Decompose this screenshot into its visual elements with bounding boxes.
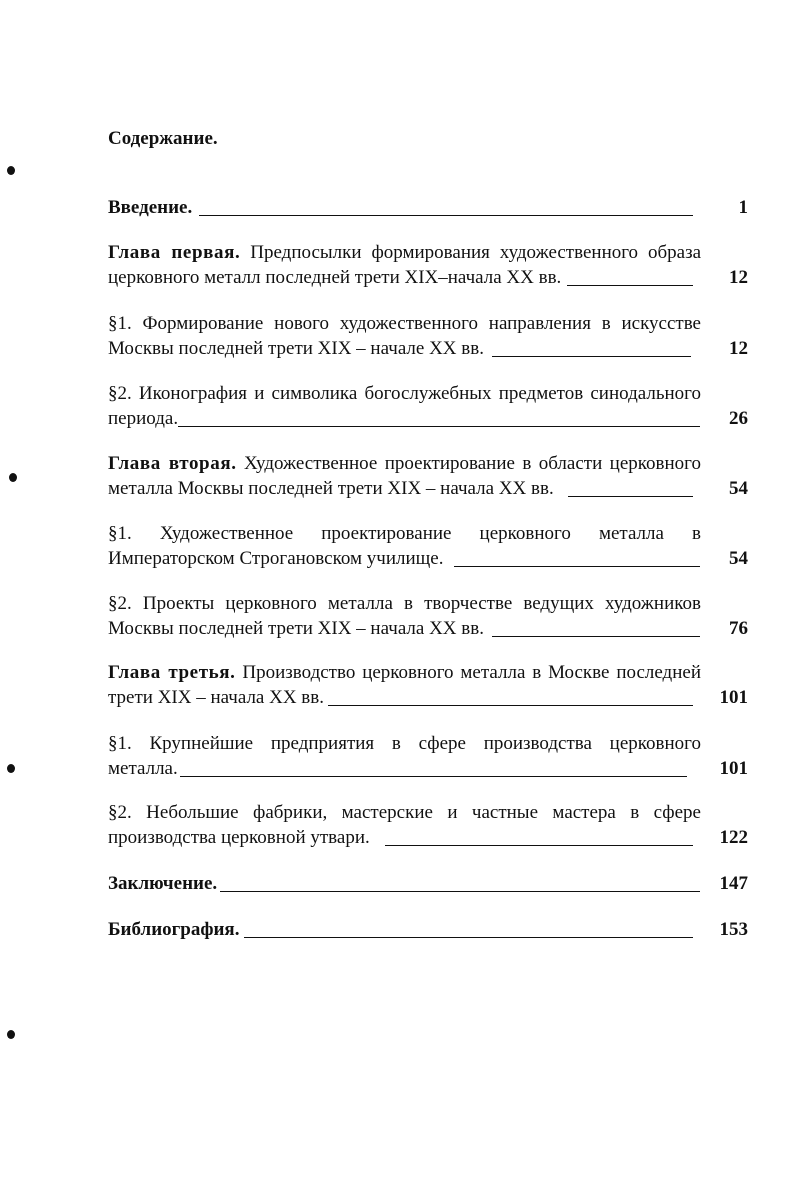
entry-label: Глава первая. <box>108 242 241 263</box>
entry-line-1: Производство церковного металла в Москве последней <box>235 662 701 683</box>
entry-label: Глава вторая. <box>108 453 237 474</box>
page-number: 101 <box>719 758 748 779</box>
toc-entry-ch3-section-2 <box>108 802 748 849</box>
toc-entry-ch1-section-1 <box>108 313 748 360</box>
page-number: 12 <box>729 267 748 288</box>
binder-dot <box>7 764 15 773</box>
leader-line <box>492 636 700 637</box>
entry-line-1: §2. Проекты церковного металла в творчестве ведущих художников <box>108 593 701 614</box>
entry-line-1: §1. Формирование нового художественного направления в искусстве <box>108 313 701 334</box>
entry-label: Введение. <box>108 197 193 218</box>
leader-line <box>199 215 693 216</box>
entry-line-1: Предпосылки формирования художественного образа <box>240 242 702 263</box>
entry-line-1: §1. Художественное проектирование церковного металла в <box>108 523 701 544</box>
leader-line <box>178 426 700 427</box>
page-number: 54 <box>729 548 748 569</box>
binder-dot <box>9 473 17 482</box>
toc-entry-introduction <box>108 197 748 219</box>
leader-line <box>568 496 693 497</box>
leader-line <box>244 937 693 938</box>
entry-line-2: церковного металл последней трети XIX–начала XX вв. <box>108 267 562 288</box>
leader-line <box>567 285 693 286</box>
leader-line <box>385 845 693 846</box>
entry-line-1: §2. Небольшие фабрики, мастерские и частные мастера в сфере <box>108 802 701 823</box>
entry-line-1: Художественное проектирование в области церковного <box>236 453 701 474</box>
entry-label: Заключение. <box>108 873 218 894</box>
toc-entry-chapter-3 <box>108 662 748 709</box>
leader-line <box>220 891 700 892</box>
page-number: 26 <box>729 408 748 429</box>
entry-label: Глава третья. <box>108 662 236 683</box>
leader-line <box>180 776 687 777</box>
binder-dot <box>7 166 15 175</box>
toc-entry-bibliography <box>108 919 748 941</box>
toc-entry-chapter-2 <box>108 453 748 500</box>
page-number: 147 <box>719 873 748 894</box>
leader-line <box>492 356 691 357</box>
entry-line-2: металла. <box>108 758 178 779</box>
page-number: 54 <box>729 478 748 499</box>
page-number: 122 <box>719 827 748 848</box>
entry-line-2: Императорском Строгановском училище. <box>108 548 444 569</box>
entry-line-2: производства церковной утвари. <box>108 827 370 848</box>
toc-entry-ch3-section-1 <box>108 733 748 780</box>
entry-line-2: металла Москвы последней трети XIX – начала XX вв. <box>108 478 554 499</box>
page-number: 101 <box>719 687 748 708</box>
toc-entry-ch2-section-1 <box>108 523 748 570</box>
page-number: 153 <box>719 919 748 940</box>
binder-dot <box>7 1030 15 1039</box>
leader-line <box>328 705 693 706</box>
leader-line <box>454 566 700 567</box>
entry-line-2: Москвы последней трети XIX – начала XX вв. <box>108 618 484 639</box>
entry-line-2: периода. <box>108 408 179 429</box>
entry-line-1: §2. Иконография и символика богослужебных предметов синодального <box>108 383 701 404</box>
page-number: 76 <box>729 618 748 639</box>
entry-line-1: §1. Крупнейшие предприятия в сфере производства церковного <box>108 733 701 754</box>
entry-label: Библиография. <box>108 919 240 940</box>
toc-entry-ch1-section-2 <box>108 383 748 430</box>
toc-entry-chapter-1 <box>108 242 748 289</box>
entry-line-2: трети XIX – начала XX вв. <box>108 687 325 708</box>
entry-line-2: Москвы последней трети XIX – начале XX вв. <box>108 338 484 359</box>
toc-entry-conclusion <box>108 873 748 895</box>
toc-entry-ch2-section-2 <box>108 593 748 640</box>
toc-title: Содержание. <box>108 128 218 149</box>
page-number: 1 <box>738 197 748 218</box>
page-number: 12 <box>729 338 748 359</box>
